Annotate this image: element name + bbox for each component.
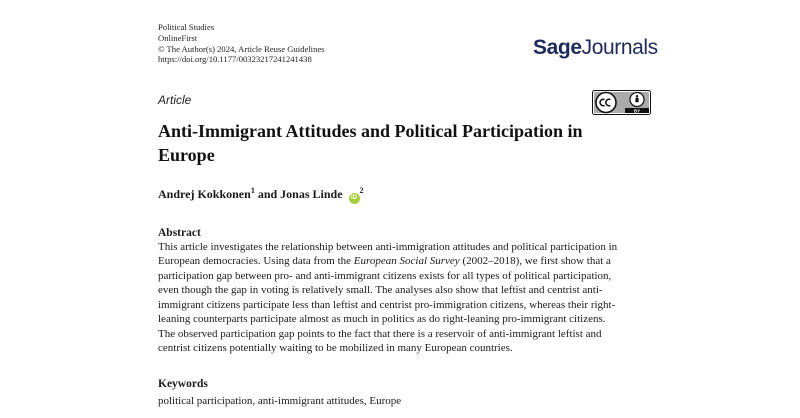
journal-name[interactable]: Political Studies: [158, 22, 215, 32]
doi-link[interactable]: https://doi.org/10.1177/00323217241241438: [158, 54, 312, 65]
abstract-line: centrist citizens potentially waiting to be mobilized in many European countries.: [158, 342, 513, 354]
abstract-line: [158, 254, 658, 269]
affiliation-marker[interactable]: 1: [250, 186, 255, 195]
abstract-line: immigrant citizens participate less than leftist and centrist pro-immigration citizens, whereas their right-: [158, 298, 616, 311]
brand-name-bold: Sage: [533, 36, 582, 59]
sage-journals-logo[interactable]: [533, 36, 658, 60]
cc-by-label: BY: [633, 108, 641, 114]
publication-status: OnlineFirst: [158, 32, 198, 43]
license-line[interactable]: © The Author(s) 2024, Article Reuse Guidelines: [158, 43, 325, 54]
abstract-line: participation gap between pro- and anti-immigrant citizens exists for all types of political participation,: [158, 269, 612, 282]
abstract-line: leaning counterparts participate almost as much in politics as do right-leaning pro-immigrant citizens.: [158, 313, 606, 325]
abstract-line: even though the gap in voting is relatively small. The analyses also show that leftist and centrist anti-: [158, 284, 603, 296]
abstract-line: This article investigates the relationship between anti-immigration attitudes and political participation in: [158, 240, 618, 253]
keywords-list: political participation, anti-immigrant attitudes, Europe: [158, 395, 402, 407]
author-name[interactable]: Andrej Kokkonen: [158, 187, 251, 201]
abstract-heading: Abstract: [158, 227, 201, 239]
brand-name-regular: Journals: [581, 36, 658, 59]
abstract-text: (2002–2018), we first show that a: [459, 255, 611, 267]
author-name[interactable]: Jonas Linde: [280, 187, 343, 201]
author-separator: and: [257, 187, 278, 201]
abstract-body: [158, 240, 658, 356]
orcid-icon[interactable]: iD: [349, 193, 360, 204]
cc-by-icon[interactable]: [592, 90, 651, 115]
affiliation-marker[interactable]: 2: [359, 186, 364, 195]
article-metadata: [158, 22, 325, 65]
keywords-heading: Keywords: [158, 378, 208, 390]
survey-name: European Social Survey: [353, 255, 460, 267]
article-title: Anti-Immigrant Attitudes and Political Participation in Europe: [158, 121, 583, 165]
author-list: [158, 186, 364, 204]
abstract-line: The observed participation gap points to the fact that there is a reservoir of anti-immigrant leftist and: [158, 327, 602, 340]
abstract-text: European democracies. Using data from the: [158, 255, 354, 267]
article-type-label: Article: [158, 93, 192, 107]
